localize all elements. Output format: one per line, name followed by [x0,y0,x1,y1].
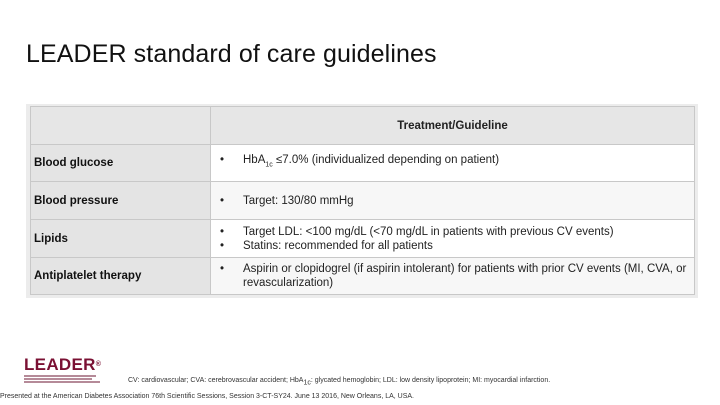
row-guideline [211,145,695,182]
bullet-icon: • [220,154,225,167]
presentation-citation: Presented at the American Diabetes Association 76th Scientific Sessions, Session 3-CT-SY24. June 13 2016, New Orleans, LA, USA. [0,393,414,400]
guideline-bullet [217,153,694,172]
logo-tagline-graphic [24,375,114,383]
table-row-lipids [31,220,695,258]
row-label: Blood pressure [31,182,211,220]
bullet-icon: • [220,239,225,252]
footnote-subscript: 1c [303,379,311,387]
hba1c-subscript: 1c [265,161,273,169]
table-header-row [31,107,695,145]
hba1c-prefix: HbA [243,154,266,167]
abbreviations-footnote: CV: cardiovascular; CVA: cerebrovascular accident; HbA$_{1c}$: glycated hemoglobin; LDL: low density lipoprotein; MI: myocardial infarction. [128,377,551,387]
bullet-icon: • [220,263,225,275]
row-guideline [211,220,695,258]
slide-title: LEADER standard of care guidelines [26,40,437,68]
row-guideline [211,182,695,220]
leader-logo [24,356,114,384]
logo-registered-mark: ® [95,361,102,368]
table-header-treatment: Treatment/Guideline [211,107,695,145]
guideline-bullet: • Aspirin or clopidogrel (if aspirin intolerant) for patients with prior CV events (MI, CVA, or revascularization) [217,262,694,290]
guidelines-table [30,106,695,295]
table-row-antiplatelet-therapy [31,258,695,295]
guidelines-table-panel [26,104,698,298]
row-label: Antiplatelet therapy [31,258,211,295]
table-header-corner [31,107,211,145]
bullet-icon: • [220,194,225,207]
bullet-icon: • [220,225,225,238]
hba1c-target: ≤7.0% (individualized depending on patient) [272,154,500,167]
guideline-bullet: • Target: 130/80 mmHg [217,194,694,208]
guideline-bullet: • Statins: recommended for all patients [217,239,694,253]
guideline-bullet: • Target LDL: <100 mg/dL (<70 mg/dL in patients with previous CV events) [217,225,694,239]
row-label: Lipids [31,220,211,258]
table-row-blood-pressure [31,182,695,220]
logo-text: LEADER [24,355,96,374]
row-label: Blood glucose [31,145,211,182]
table-row-blood-glucose [31,145,695,182]
row-guideline [211,258,695,295]
